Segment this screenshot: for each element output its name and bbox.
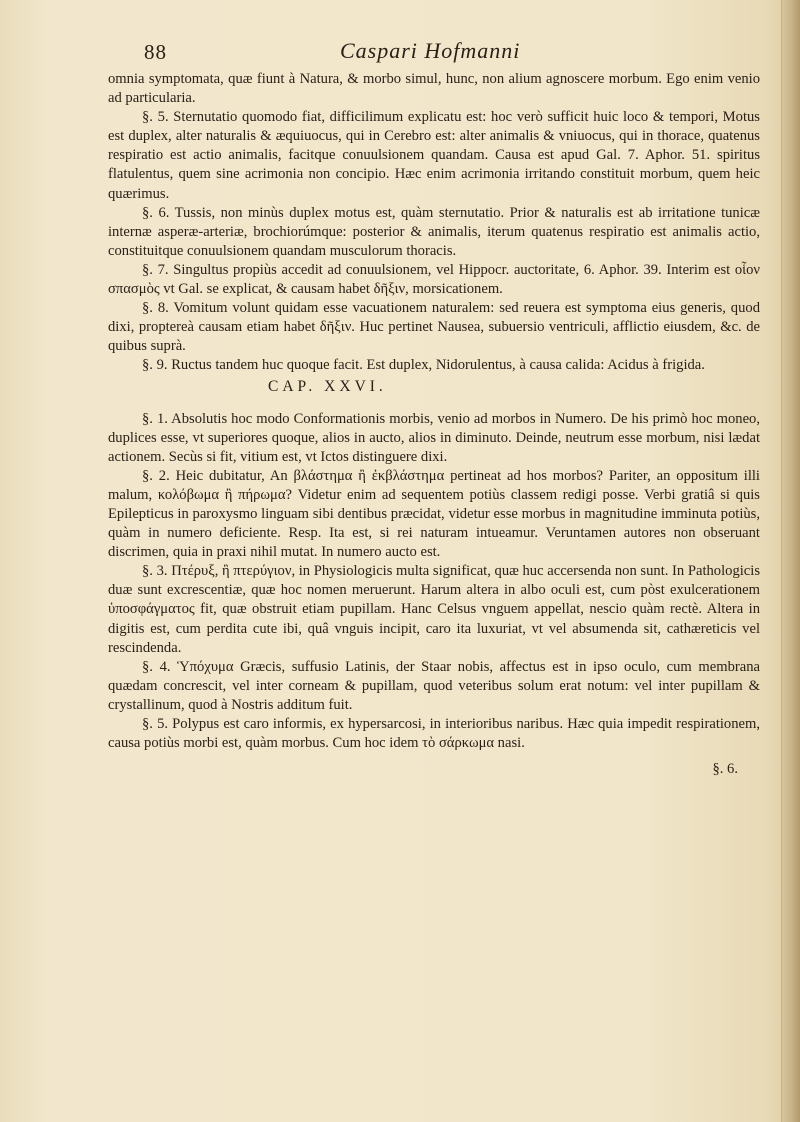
paragraph: §. 9. Ructus tandem huc quoque facit. Est duplex, Nidorulentus, à causa calida: Acidus à frigida. xyxy=(142,357,705,374)
chapter-heading: CAP. XXVI. xyxy=(268,377,387,395)
catchword: §. 6. xyxy=(712,761,738,778)
page-header xyxy=(108,40,760,70)
paragraph: §. 5. Polypus est caro informis, ex hypersarcosi, in interioribus naribus. Hæc quia impedit respirationem, causa potiùs morbi est, quàm morbus. Cum hoc idem τὸ σάρκωμα nasi. xyxy=(108,716,760,752)
paragraph: §. 1. Absolutis hoc modo Conformationis morbis, venio ad morbos in Numero. De his primò hoc moneo, duplices esse, vt superiores quoque, alios in aucto, alios in diminuto. Deinde, neutrum esse morbum, nisi lædat actionem. Secùs si fit, vitium est, vt Ictos distinguere dixi. xyxy=(108,410,760,465)
paragraph: §. 8. Vomitum volunt quidam esse vacuationem naturalem: sed reuera est symptoma eius generis, quod dixi, proptereà causam etiam habet δῆξιν. Huc pertinet Nausea, subuersio ventriculi, afflictio eiusdem, &c. de quibus suprà. xyxy=(108,300,760,355)
paragraph: §. 5. Sternutatio quomodo fiat, difficilimum explicatu est: hoc verò sufficit huic loco & tempori, Motus est duplex, alter naturalis & æquiuocus, qui in Cerebro est: alter animalis & vniuocus, qui in thorace, quatenus respiratio est actio animalis, facitque conuulsionem quandam. Causa est apud Gal. 7. Aphor. 51. spiritus flatulentus, quem sine acrimonia non concipio. Hæc enim acrimonia irritando constituit morbum, quem heic quærimus. xyxy=(108,109,760,202)
paragraph: §. 6. Tussis, non minùs duplex motus est, quàm sternutatio. Prior & naturalis est ab irritatione tunicæ internæ asperæ-arteriæ, brochiorúmque: posterior & animalis, iterum quatenus respiratio est animalis actio, constituitque conuulsionem quandam musculorum thoracis. xyxy=(108,204,760,259)
paragraph: §. 3. Πτέρυξ, ἢ πτερύγιον, in Physiologicis multa significat, quæ huc accersenda non sunt. In Pathologicis duæ sunt excrescentiæ, quæ hoc nomen meruerunt. Harum altera in albo oculi est, cum pòst exulcerationem ὑποσφάγματος fit, quæ obstruit etiam pupillam. Hanc Celsus vnguem appellat, nescio quàm rectè. Altera in digitis est, cum perdita cute ibi, quâ vnguis incipit, caro ita luxuriat, vt vel absumenda sit, cathæreticis vel rescindenda. xyxy=(108,563,761,656)
paragraph: omnia symptomata, quæ fiunt à Natura, & morbo simul, hunc, non alium agnoscere morbum. Ego enim venio ad particularia. xyxy=(108,71,760,107)
page-content xyxy=(108,40,760,778)
paragraph: §. 4. Ὑπόχυμα Græcis, suffusio Latinis, der Staar nobis, affectus est in ipso oculo, cum membrana quædam concrescit, vel inter corneam & pupillam, quod veteribus solum erat notum: vel inter pupillam & crystallinum, quod à Nostris additum fuit. xyxy=(108,658,760,713)
page-number: 88 xyxy=(144,40,167,64)
paragraph: §. 2. Heic dubitatur, An βλάστημα ἢ ἐκβλάστημα pertineat ad hos morbos? Pariter, an oppositum illi malum, κολόβωμα ἢ πήρωμα? Videtur enim ad sequentem potiùs classem redigi posse. Verbi gratiâ si quis Epilepticus in paroxysmo linguam sibi dentibus præcidat, videtur esse morbus in magnitudine imminuta potiùs, quàm in numero deficiente. Resp. Ita est, si rei naturam intueamur. Veruntamen autores non obseruant discrimen, quia in praxi nihil mutat. In numero aucto est. xyxy=(108,467,760,561)
running-title: Caspari Hofmanni xyxy=(340,38,521,63)
paragraph: §. 7. Singultus propiùs accedit ad conuulsionem, vel Hippocr. auctoritate, 6. Aphor. 39. Interim est οἷον σπασμὸς vt Gal. se explicat, & causam habet δῆξιν, morsicationem. xyxy=(108,261,760,298)
body-text xyxy=(108,70,760,778)
page-edge xyxy=(781,0,800,1122)
